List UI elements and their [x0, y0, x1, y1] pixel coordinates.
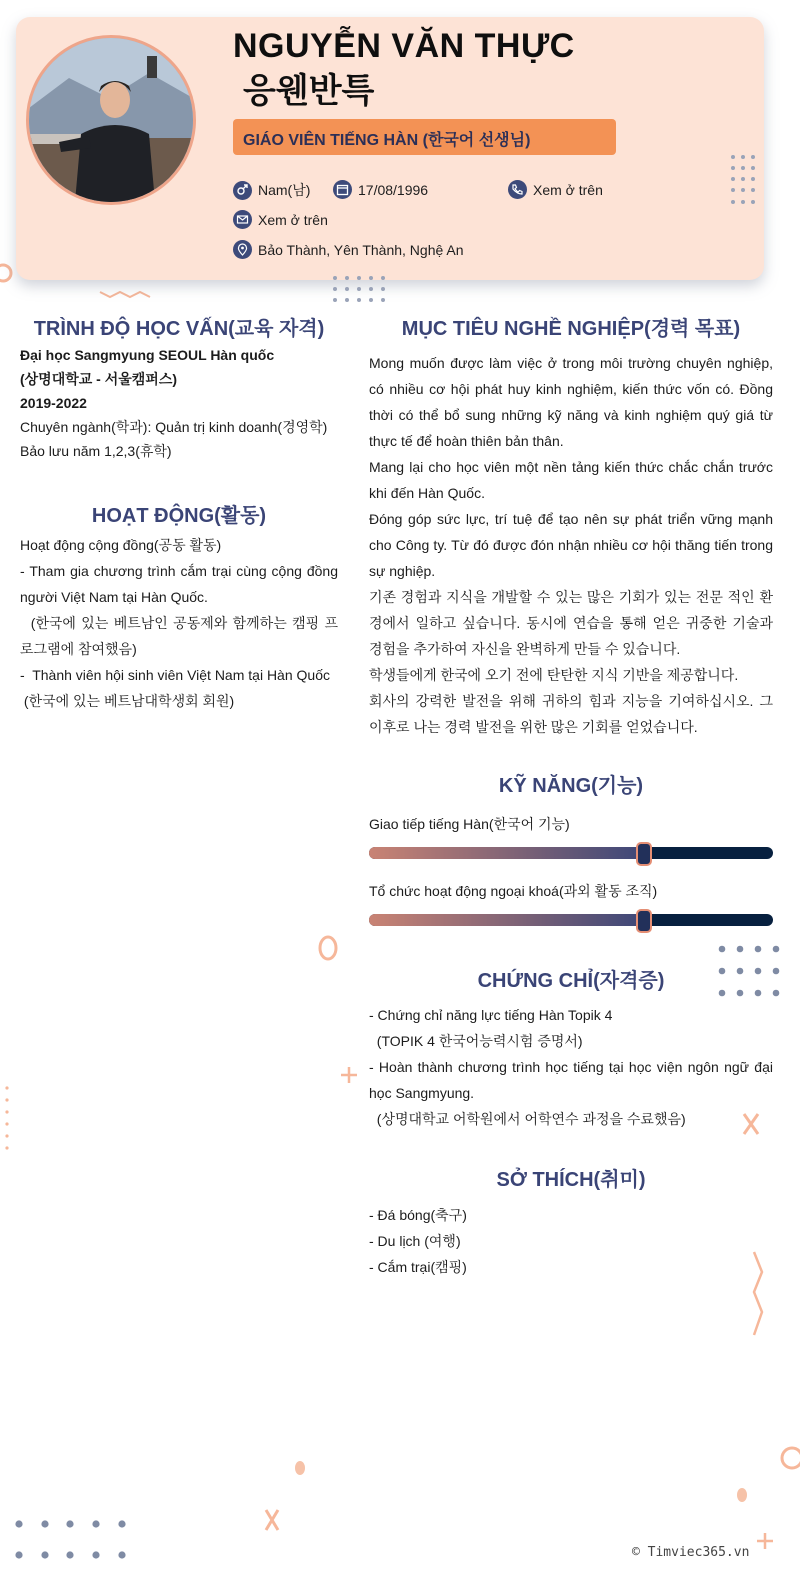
activity-line: (한국에 있는 베트남대학생회 회원): [20, 693, 235, 709]
objective-paragraph: 회사의 강력한 발전을 위해 귀하의 힘과 지능을 기여하십시오. 그 이후로 나는 경력 발전을 위한 많은 기회를 얻었습니다.: [369, 693, 773, 735]
objective-section: [369, 350, 773, 740]
info-address: [233, 240, 464, 259]
objective-paragraph: 학생들에게 한국에 오기 전에 탄탄한 지식 기반을 제공합니다.: [369, 667, 739, 683]
certificate-line: - Chứng chỉ năng lực tiếng Hàn Topik 4: [369, 1007, 613, 1023]
education-section: [20, 343, 350, 463]
avatar: [26, 35, 196, 205]
certificate-line: (TOPIK 4 한국어능력시험 증명서): [369, 1033, 583, 1049]
objective-title: MỤC TIÊU NGHỀ NGHIỆP(경력 목표): [401, 318, 741, 340]
objective-paragraph: Mong muốn được làm việc ở trong môi trường chuyên nghiệp, có nhiều cơ hội phát huy kinh nghiệm, kiến thức vốn có. Đồng thời có thể bổ sung những kỹ năng và kinh nghiệm quý giá từ thực tế để hoàn thiên bản thân.: [369, 355, 773, 449]
objective-paragraph: Mang lại cho học viên một nền tảng kiến thức chắc chắn trước khi đến Hàn Quốc.: [369, 459, 773, 501]
hobby-line: - Đá bóng(축구): [369, 1207, 467, 1223]
hobbies-title: SỞ THÍCH(취미): [496, 1169, 646, 1191]
gender-icon: [233, 181, 252, 200]
activity-line: Hoạt động cộng đồng(공동 활동): [20, 537, 222, 553]
skill-bar-knob: [636, 909, 652, 933]
education-major: Chuyên ngành(학과): Quản trị kinh doanh(경영학): [20, 419, 328, 435]
hobby-line: - Cắm trại(캠핑): [369, 1259, 467, 1275]
activity-line: (한국에 있는 베트남인 공동제와 함께하는 캠핑 프로그램에 참여했음): [20, 615, 338, 657]
candidate-name: NGUYỄN VĂN THỰC: [233, 27, 575, 65]
job-title: GIÁO VIÊN TIẾNG HÀN (한국어 선생님): [243, 132, 531, 149]
education-school: Đại học Sangmyung SEOUL Hàn quốc: [20, 347, 275, 363]
education-note: Bảo lưu năm 1,2,3(휴학): [20, 443, 172, 459]
phone-icon: [508, 180, 527, 199]
skill-label: Giao tiếp tiếng Hàn(한국어 기능): [369, 816, 570, 832]
location-pin-icon: [233, 240, 252, 259]
address-value: Bảo Thành, Yên Thành, Nghệ An: [258, 241, 464, 258]
info-gender: [233, 180, 310, 200]
objective-paragraph: Đóng góp sức lực, trí tuệ để tạo nên sự phát triển vững mạnh cho Công ty. Từ đó được đón nhận nhiều cơ hội thăng tiến trong sự nghiệp.: [369, 511, 773, 579]
gender-value: Nam(남): [258, 182, 311, 198]
email-value: Xem ở trên: [258, 211, 328, 228]
education-title: TRÌNH ĐỘ HỌC VẤN(교육 자격): [33, 318, 325, 340]
certificates-title: CHỨNG CHỈ(자격증): [477, 970, 665, 992]
hobbies-section: [369, 1202, 773, 1280]
objective-paragraph: 기존 경험과 지식을 개발할 수 있는 많은 기회가 있는 전문 적인 환경에서 일하고 싶습니다. 동시에 연습을 통해 얻은 귀중한 기술과 경험을 추가하여 자신을 완벽하게 만들 수 있습니다.: [369, 589, 773, 657]
hobby-line: - Du lịch (여행): [369, 1233, 461, 1249]
activity-line: - Tham gia chương trình cắm trại cùng cộng đồng người Việt Nam tại Hàn Quốc.: [20, 563, 342, 605]
activities-title: HOẠT ĐỘNG(활동): [91, 505, 267, 527]
skill-bar-fill: [369, 847, 644, 859]
activities-section: [20, 532, 342, 714]
mail-icon: [233, 210, 252, 229]
calendar-icon: [333, 180, 352, 199]
certificate-line: (상명대학교 어학원에서 어학연수 과정을 수료했음): [369, 1111, 686, 1127]
birthday-value: 17/08/1996: [358, 181, 429, 198]
certificate-line: - Hoàn thành chương trình học tiếng tại học viện ngôn ngữ đại học Sangmyung.: [369, 1059, 777, 1101]
dot-grid-bottom: [8, 1515, 138, 1565]
education-school-ko: (상명대학교 - 서울캠퍼스): [20, 371, 178, 387]
candidate-name-korean: 응웬반특: [243, 72, 375, 110]
activity-line: - Thành viên hội sinh viên Việt Nam tại Hàn Quốc: [20, 667, 330, 683]
skill-bar-knob: [636, 842, 652, 866]
certificates-section: [369, 1002, 777, 1132]
phone-value: Xem ở trên: [533, 181, 603, 198]
info-email: [233, 210, 328, 229]
education-years: 2019-2022: [20, 395, 87, 411]
skills-title: KỸ NĂNG(기능): [498, 775, 644, 797]
info-birthday: [333, 180, 428, 199]
skill-bar-fill: [369, 914, 644, 926]
skill-label: Tổ chức hoạt động ngoại khoá(과외 활동 조직): [369, 883, 658, 899]
job-title-bar: [233, 119, 616, 155]
footer-credit: © Timviec365.vn: [632, 1545, 750, 1560]
info-phone: [508, 180, 603, 199]
skill-bar: [369, 847, 773, 859]
skill-bar: [369, 914, 773, 926]
